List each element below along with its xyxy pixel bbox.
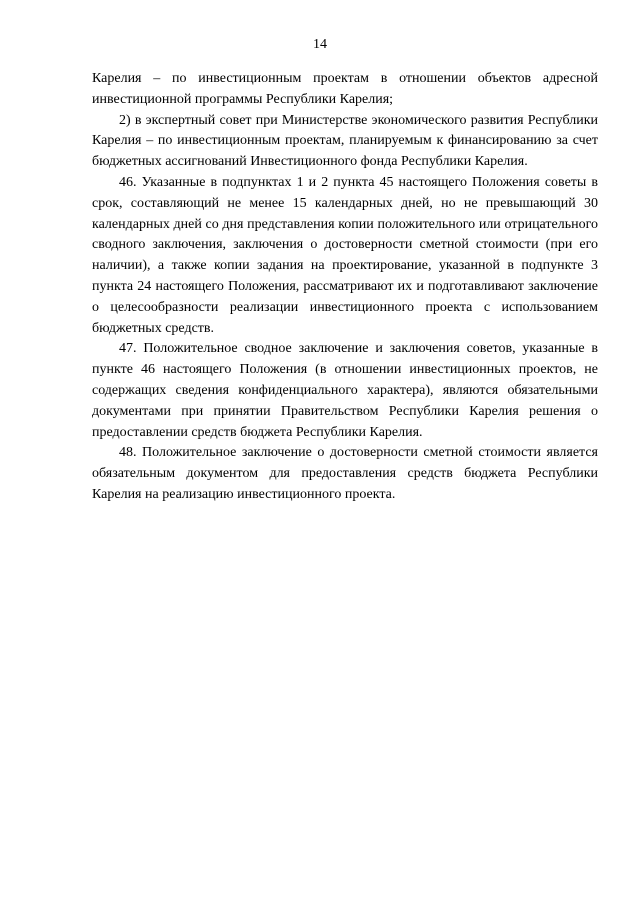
paragraph-item-2: 2) в экспертный совет при Министерстве экономического развития Республики Карелия – по инвестиционным проектам, планируемым к финансированию за счет бюджетных ассигнований Инвестиционного фонда Республики Карелия.	[92, 112, 598, 170]
paragraph-clause-47: 47. Положительное сводное заключение и заключения советов, указанные в пункте 46 настоящего Положения (в отношении инвестиционных проектов, не содержащих сведения конфиденциального характера), являются обязательными документами при принятии Правительством Республики Карелия решения о предоставлении средств бюджета Республики Карелия.	[92, 341, 598, 440]
paragraph-clause-48: 48. Положительное заключение о достоверности сметной стоимости является обязательным документом для предоставления средств бюджета Республики Карелия на реализацию инвестиционного проекта.	[92, 445, 598, 502]
document-body	[92, 69, 598, 506]
paragraph-continuation: Карелия – по инвестиционным проектам в отношении объектов адресной инвестиционной программы Республики Карелия;	[92, 71, 598, 107]
page-number: 14	[313, 37, 327, 52]
paragraph-clause-46: 46. Указанные в подпунктах 1 и 2 пункта 45 настоящего Положения советы в срок, составляющий не менее 15 календарных дней, но не превышающий 30 календарных дней со дня представления копии положительного или отрицательного сводного заключения, заключения о достоверности сметной стоимости (при его наличии), а также копии задания на проектирование, указанной в подпункте 3 пункта 24 настоящего Положения, рассматривают их и подготавливают заключение о целесообразности реализации инвестиционного проекта с использованием бюджетных средств.	[92, 174, 598, 336]
